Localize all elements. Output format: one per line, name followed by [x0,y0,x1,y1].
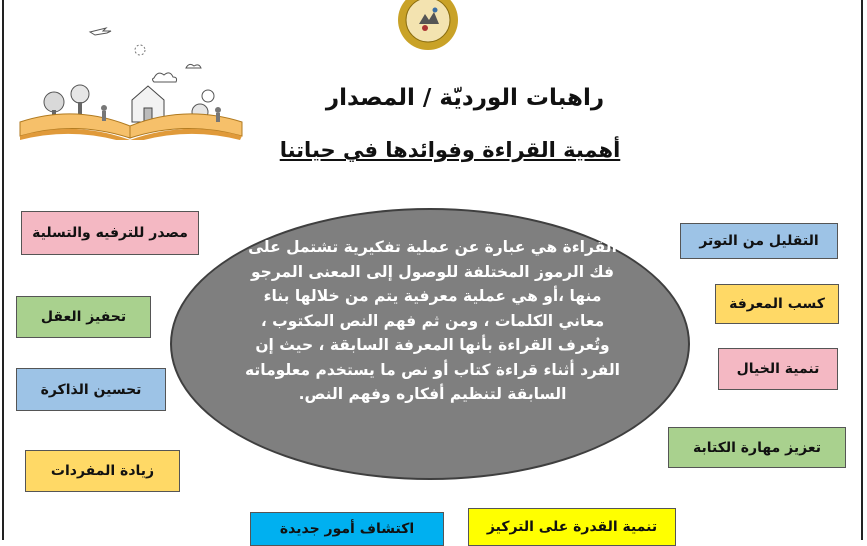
benefit-stress: التقليل من التوتر [680,223,838,259]
benefit-entertainment: مصدر للترفيه والتسلية [21,211,199,255]
school-logo [385,0,471,58]
benefit-writing: تعزيز مهارة الكتابة [668,427,846,468]
book-illustration [12,10,252,140]
benefit-mind: تحفيز العقل [16,296,151,338]
benefit-knowledge: كسب المعرفة [715,284,839,324]
benefit-focus: تنمية القدرة على التركيز [468,508,676,546]
benefit-discover: اكتشاف أمور جديدة [250,512,444,546]
benefit-memory: تحسين الذاكرة [16,368,166,411]
page-subtitle: أهمية القراءة وفوائدها في حياتنا [279,138,621,162]
benefit-imagination: تنمية الخيال [718,348,838,390]
benefit-vocabulary: زيادة المفردات [25,450,180,492]
page-title: راهبات الورديّة / المصدار [325,85,605,111]
definition-text: القراءة هي عبارة عن عملية تفكيرية تشتمل على فك الرموز المختلفة للوصول إلى المعنى المرجو منها ،أو هي عملية معرفية يتم من خلالها بناء معاني الكلمات ، ومن ثم فهم النص المكتوب ، وتُعرف القراءة بأنها المعرفة السابقة ، حيث إن الفرد أثناء قراءة كتاب أو نص ما يستخدم معلوماته السابقة لتنظيم أفكاره وفهم النص. [245,238,620,403]
